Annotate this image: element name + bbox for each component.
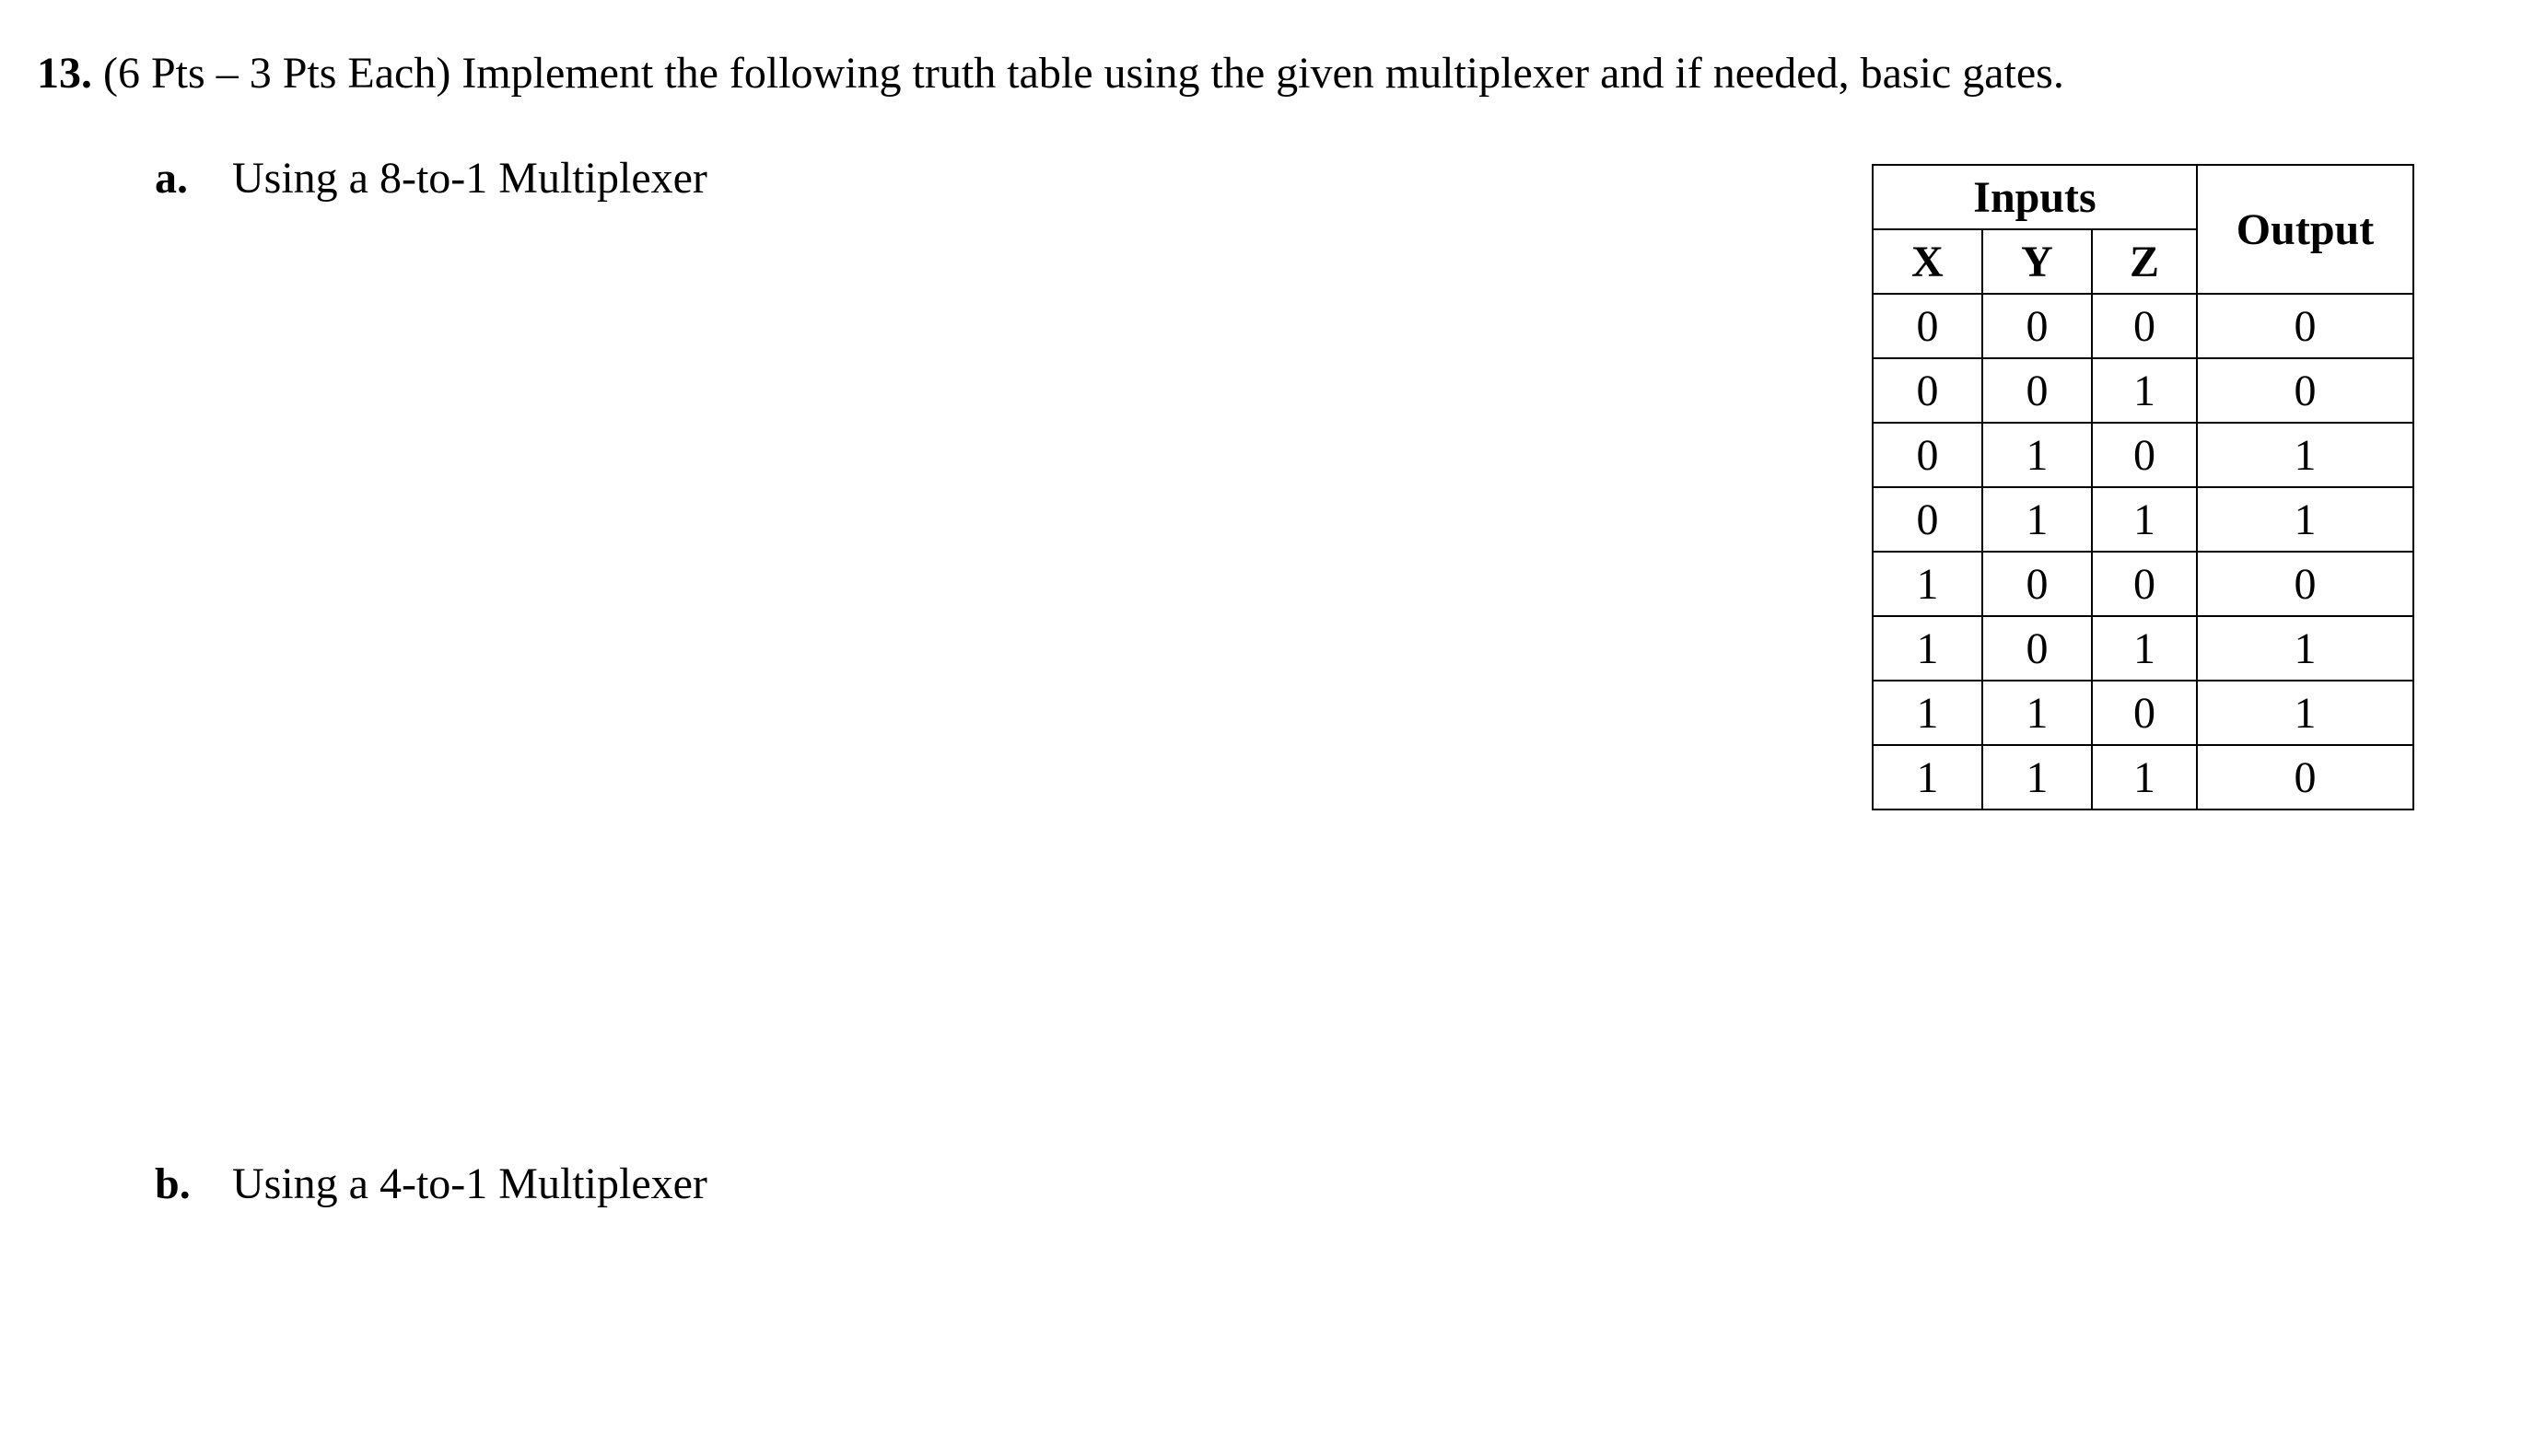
- table-row: [1873, 487, 2413, 552]
- cell-y: 1: [1982, 745, 2092, 810]
- cell-z: 0: [2092, 423, 2197, 487]
- cell-y: 1: [1982, 487, 2092, 552]
- cell-z: 1: [2092, 358, 2197, 423]
- question-statement: [37, 44, 2064, 103]
- part-a: [155, 149, 707, 208]
- cell-z: 1: [2092, 487, 2197, 552]
- truth-table-header-row: [1873, 165, 2413, 229]
- table-row: [1873, 616, 2413, 681]
- cell-x: 0: [1873, 358, 1982, 423]
- cell-y: 0: [1982, 358, 2092, 423]
- cell-z: 1: [2092, 616, 2197, 681]
- table-row: [1873, 358, 2413, 423]
- cell-x: 0: [1873, 294, 1982, 358]
- part-a-letter: a.: [155, 154, 188, 203]
- cell-y: 1: [1982, 423, 2092, 487]
- part-b-text: Using a 4-to-1 Multiplexer: [232, 1159, 707, 1208]
- part-b: [155, 1155, 707, 1214]
- table-row: [1873, 745, 2413, 810]
- column-z-header: Z: [2092, 229, 2197, 294]
- cell-z: 0: [2092, 681, 2197, 745]
- cell-output: 0: [2197, 294, 2413, 358]
- cell-x: 1: [1873, 616, 1982, 681]
- cell-z: 0: [2092, 294, 2197, 358]
- table-row: [1873, 423, 2413, 487]
- cell-z: 0: [2092, 552, 2197, 616]
- output-header: Output: [2197, 165, 2413, 294]
- table-row: [1873, 552, 2413, 616]
- column-x-header: X: [1873, 229, 1982, 294]
- part-b-letter: b.: [155, 1159, 191, 1208]
- question-text: (6 Pts – 3 Pts Each) Implement the following truth table using the given multiplexer and if needed, basic gates.: [103, 49, 2064, 98]
- cell-x: 0: [1873, 487, 1982, 552]
- column-y-header: Y: [1982, 229, 2092, 294]
- table-row: [1873, 294, 2413, 358]
- cell-x: 1: [1873, 681, 1982, 745]
- cell-z: 1: [2092, 745, 2197, 810]
- cell-y: 0: [1982, 294, 2092, 358]
- cell-output: 1: [2197, 616, 2413, 681]
- cell-output: 1: [2197, 423, 2413, 487]
- cell-x: 1: [1873, 552, 1982, 616]
- part-a-text: Using a 8-to-1 Multiplexer: [232, 154, 707, 203]
- cell-output: 0: [2197, 358, 2413, 423]
- cell-x: 0: [1873, 423, 1982, 487]
- cell-output: 0: [2197, 745, 2413, 810]
- question-number: 13.: [37, 49, 92, 98]
- cell-y: 1: [1982, 681, 2092, 745]
- cell-output: 0: [2197, 552, 2413, 616]
- table-row: [1873, 681, 2413, 745]
- cell-output: 1: [2197, 487, 2413, 552]
- cell-x: 1: [1873, 745, 1982, 810]
- cell-y: 0: [1982, 552, 2092, 616]
- inputs-header: Inputs: [1873, 165, 2197, 229]
- cell-y: 0: [1982, 616, 2092, 681]
- truth-table-body: [1873, 294, 2413, 810]
- truth-table: [1872, 164, 2414, 810]
- cell-output: 1: [2197, 681, 2413, 745]
